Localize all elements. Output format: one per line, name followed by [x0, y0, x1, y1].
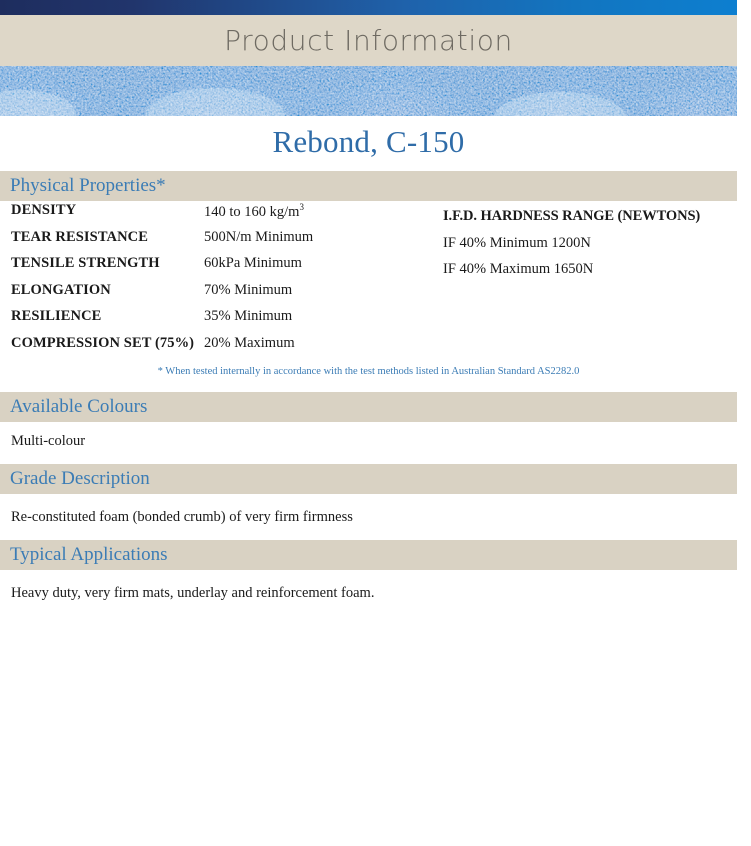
- property-value-density: [204, 202, 304, 221]
- property-value-tear-resistance: 500N/m Minimum: [204, 228, 314, 245]
- property-value-elongation: 70% Minimum: [204, 281, 293, 298]
- table-row: [0, 282, 737, 309]
- physical-properties-footnote: * When tested internally in accordance with the test methods listed in Australian Standard AS2282.0: [157, 366, 580, 377]
- property-value-density-superscript: 3: [299, 202, 304, 212]
- property-label-compression-set: COMPRESSION SET (75%): [11, 334, 195, 351]
- ifd-minimum-value: IF 40% Minimum 1200N: [443, 235, 591, 251]
- grade-description-body: Re-constituted foam (bonded crumb) of very firm firmness: [11, 509, 353, 525]
- typical-applications-body: Heavy duty, very firm mats, underlay and reinforcement foam.: [11, 585, 375, 601]
- property-value-density-text: 140 to 160 kg/m: [204, 203, 300, 220]
- section-header-typical-applications: Typical Applications: [0, 540, 737, 570]
- physical-properties-table: [0, 202, 737, 361]
- product-name-heading: Rebond, C-150: [272, 124, 465, 159]
- property-value-resilience: 35% Minimum: [204, 308, 293, 324]
- header-wave-image: [0, 66, 737, 116]
- section-header-grade-description: Grade Description: [0, 464, 737, 494]
- property-label-tensile-strength: TENSILE STRENGTH: [11, 255, 160, 271]
- section-header-available-colours: Available Colours: [0, 392, 737, 422]
- property-value-tensile-strength: 60kPa Minimum: [204, 255, 302, 271]
- foam-texture-graphic: [0, 66, 737, 116]
- table-row: [0, 255, 737, 282]
- table-row: [0, 335, 737, 362]
- available-colours-body: Multi-colour: [11, 433, 86, 449]
- property-label-elongation: ELONGATION: [11, 281, 111, 298]
- section-header-physical-properties: Physical Properties*: [0, 171, 737, 201]
- ifd-maximum-value: IF 40% Maximum 1650N: [443, 261, 594, 277]
- property-label-density: DENSITY: [11, 202, 77, 218]
- table-row: [0, 308, 737, 335]
- page-title: Product Information: [224, 24, 513, 57]
- ifd-hardness-range-heading: I.F.D. HARDNESS RANGE (NEWTONS): [443, 208, 701, 224]
- header-gradient-bar: [0, 0, 737, 15]
- property-label-tear-resistance: TEAR RESISTANCE: [11, 228, 149, 245]
- table-row: [0, 229, 737, 256]
- page-header: [0, 0, 751, 116]
- property-label-resilience: RESILIENCE: [11, 308, 102, 324]
- property-value-compression-set: 20% Maximum: [204, 334, 295, 351]
